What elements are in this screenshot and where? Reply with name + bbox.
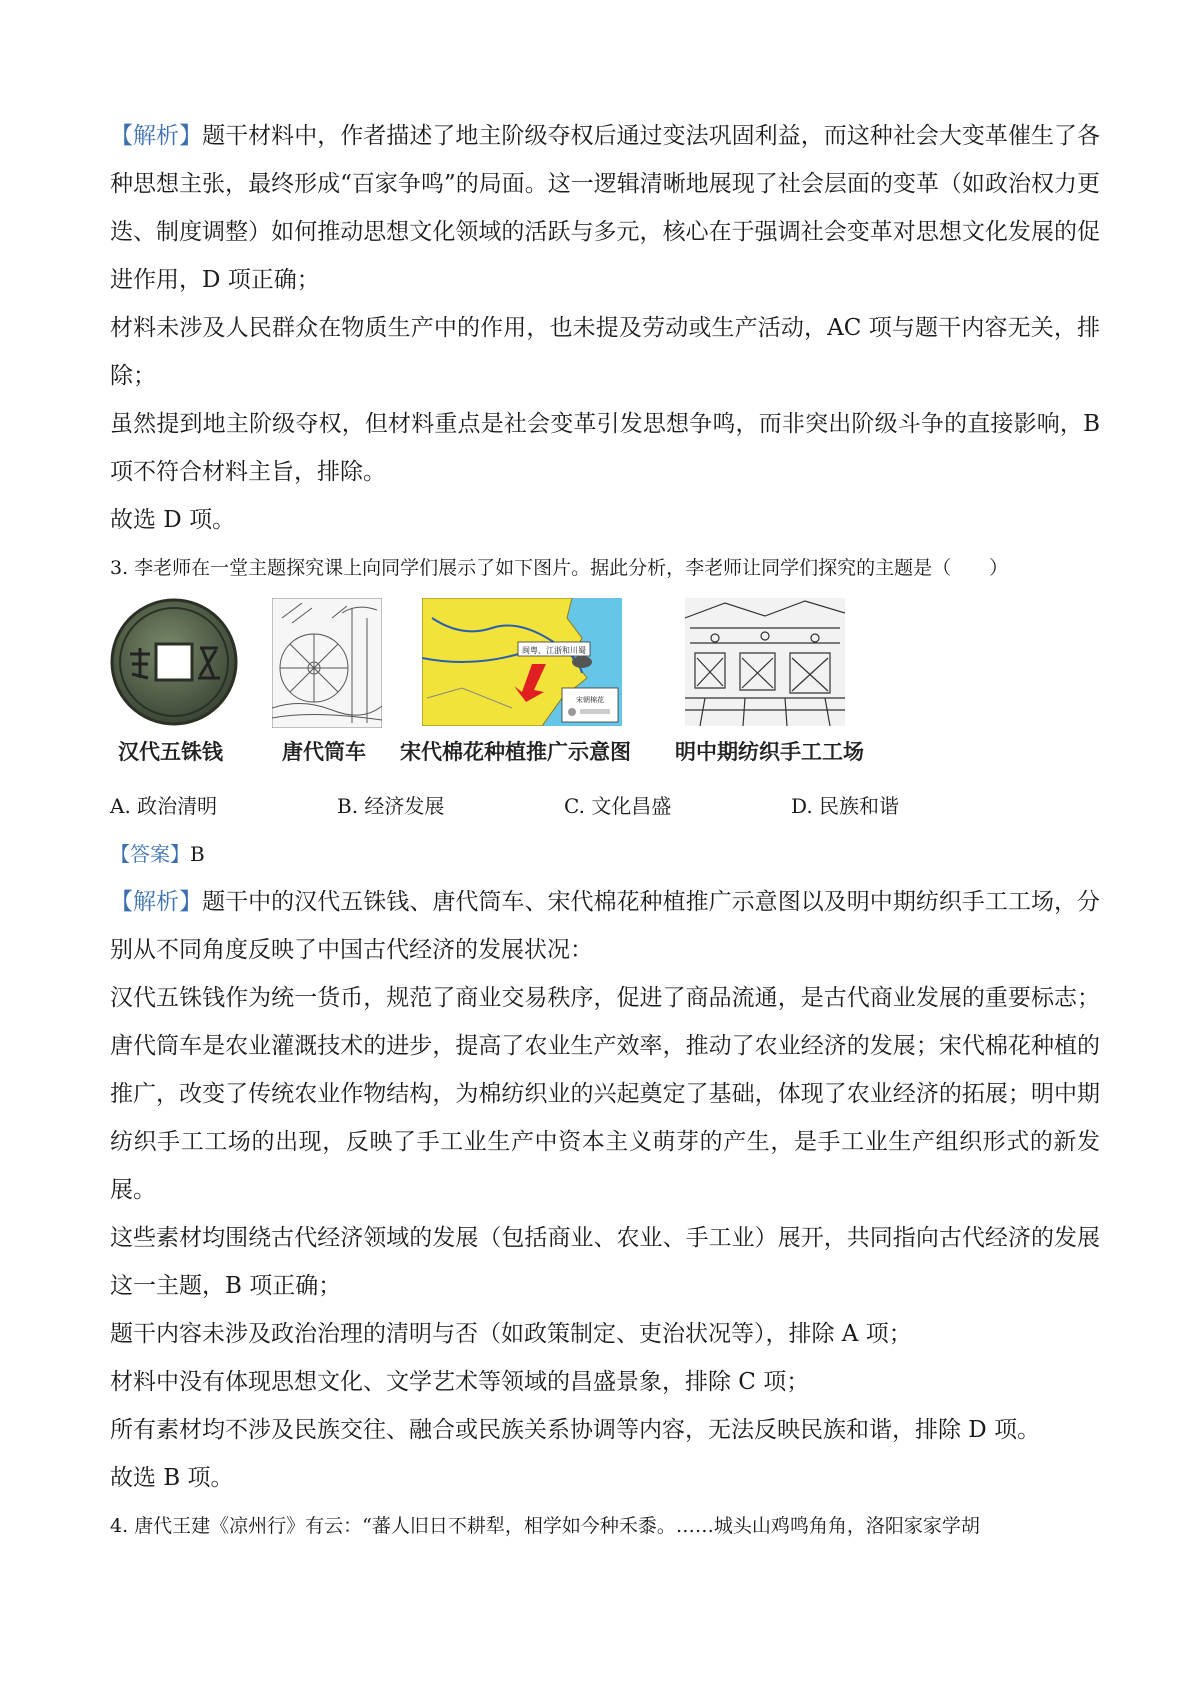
q3-analysis-paragraph-6: 所有素材均不涉及民族交往、融合或民族关系协调等内容，无法反映民族和谐，排除 D 项。 — [110, 1417, 1041, 1443]
tongche-waterwheel-image — [272, 598, 382, 728]
option-a[interactable]: A. 政治清明 — [110, 794, 218, 818]
q3-analysis-paragraph-5: 材料中没有体现思想文化、文学艺术等领域的昌盛景象，排除 C 项； — [110, 1369, 810, 1395]
q3-answer — [110, 830, 1100, 878]
q2-analysis-paragraph — [110, 112, 1100, 304]
analysis-tag: 【解析】 — [110, 123, 203, 149]
q2-conclusion: 故选 D 项。 — [110, 507, 236, 533]
q3-analysis-paragraph-2: 汉代五铢钱作为统一货币，规范了商业交易秩序，促进了商品流通，是古代商业发展的重要标志；唐代筒车是农业灌溉技术的进步，提高了农业生产效率，推动了农业经济的发展；宋代棉花种植的推广，改变了传统农业作物结构，为棉纺织业的兴起奠定了基础，体现了农业经济的拓展；明中期纺织手工工场的出现，反映了手工业生产中资本主义萌芽的产生，是手工业生产组织形式的新发展。 — [110, 985, 1100, 1203]
q3-stem: 3. 李老师在一堂主题探究课上向同学们展示了如下图片。据此分析，李老师让同学们探究的主题是（ ） — [110, 557, 1009, 579]
option-d[interactable]: D. 民族和谐 — [791, 794, 900, 818]
q2-analysis-text-1: 题干材料中，作者描述了地主阶级夺权后通过变法巩固利益，而这种社会大变革催生了各种思想主张，最终形成“百家争鸣”的局面。这一逻辑清晰地展现了社会层面的变革（如政治权力更迭、制度调整）如何推动思想文化领域的活跃与多元，核心在于强调社会变革对思想文化发展的促进作用，D 项正确； — [110, 123, 1101, 293]
option-b[interactable]: B. 经济发展 — [337, 794, 445, 818]
answer-value: B — [190, 842, 205, 866]
answer-tag: 【答案】 — [110, 842, 190, 866]
figure-caption-map: 宋代棉花种植推广示意图 — [400, 740, 631, 764]
figure-caption-workshop: 明中期纺织手工工场 — [675, 740, 864, 764]
analysis-tag: 【解析】 — [110, 889, 203, 915]
q2-analysis-text-3: 虽然提到地主阶级夺权，但材料重点是社会变革引发思想争鸣，而非突出阶级斗争的直接影响，B 项不符合材料主旨，排除。 — [110, 411, 1100, 485]
wuzhu-coin-image — [110, 598, 238, 726]
map-region-label: 闽粤、江浙和川蜀 — [522, 646, 586, 655]
q2-analysis-text-2: 材料未涉及人民群众在物质生产中的作用，也未提及劳动或生产活动，AC 项与题干内容无关，排除； — [110, 315, 1100, 389]
cotton-spread-map-image — [422, 598, 622, 726]
q3-figure-row — [110, 598, 1100, 778]
option-c[interactable]: C. 文化昌盛 — [564, 794, 672, 818]
page-content — [110, 112, 1100, 1550]
map-legend-label: 宋朝棉花 — [576, 696, 604, 704]
q3-analysis-paragraph-3: 这些素材均围绕古代经济领域的发展（包括商业、农业、手工业）展开，共同指向古代经济的发展这一主题，B 项正确； — [110, 1225, 1100, 1299]
q4-stem: 4. 唐代王建《凉州行》有云：“蕃人旧日不耕犁，相学如今种禾黍。……城头山鸡鸣角角，洛阳家家学胡 — [110, 1515, 980, 1537]
figure-caption-waterwheel: 唐代筒车 — [282, 740, 366, 764]
textile-workshop-image — [685, 598, 845, 726]
figure-caption-coin: 汉代五铢钱 — [118, 740, 223, 764]
q3-analysis-paragraph-1: 【解析】题干中的汉代五铢钱、唐代筒车、宋代棉花种植推广示意图以及明中期纺织手工工场，分别从不同角度反映了中国古代经济的发展状况： — [110, 889, 1101, 963]
q3-options — [110, 782, 1100, 830]
q3-conclusion: 故选 B 项。 — [110, 1465, 234, 1491]
q3-analysis-paragraph-4: 题干内容未涉及政治治理的清明与否（如政策制定、吏治状况等），排除 A 项； — [110, 1321, 912, 1347]
